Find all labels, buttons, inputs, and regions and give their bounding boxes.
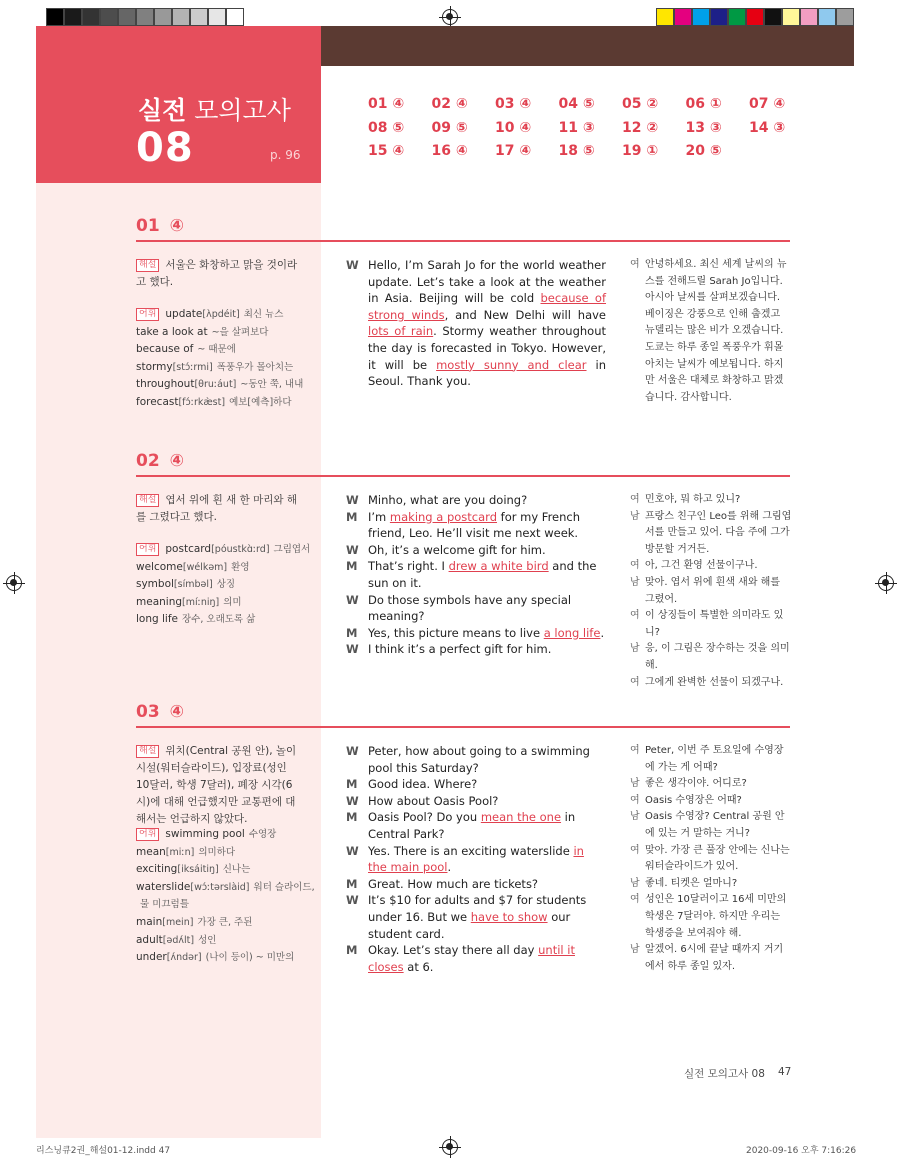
answer-key-item: 07 ④: [749, 96, 786, 112]
calibration-swatch: [208, 8, 226, 26]
speaker-label: M: [346, 943, 358, 958]
speaker-label: W: [346, 493, 359, 507]
dialog-line: W I think it’s a perfect gift for him.: [346, 642, 552, 657]
translation-line: 남 맞아. 엽서 위에 흰색 새와 해를 그렸어.: [630, 576, 780, 605]
translation-line: 여 이 상징들이 특별한 의미라도 있니?: [630, 610, 784, 638]
calibration-swatch: [728, 8, 746, 26]
translation-line: 여 성인은 10달러이고 16세 미만의 학생은 7달러야. 하지만 우리는 학생증을 보여줘야 해.: [630, 894, 787, 939]
vocab-item: mean[miːn] 의미하다: [136, 845, 236, 858]
speaker-label: W: [346, 258, 359, 272]
answer-key-item: 15 ④: [368, 143, 405, 159]
question-03-dialog: [346, 743, 606, 975]
question-02-heading: 02 ④: [136, 451, 185, 471]
page-number: 47: [778, 1066, 792, 1078]
speaker-label: W: [346, 592, 359, 607]
registration-mark-right: [878, 575, 894, 591]
vocab-item: main[mein] 가장 큰, 주된: [136, 915, 253, 928]
speaker-label: W: [346, 642, 359, 657]
translation-line: 여 Oasis 수영장은 어때?: [630, 794, 742, 806]
calibration-swatch: [118, 8, 136, 26]
question-01-divider: [136, 240, 790, 242]
question-02-translation: [630, 492, 792, 691]
answer-blank: lots of rain: [368, 324, 434, 339]
question-03-heading: 03 ④: [136, 702, 185, 722]
color-calibration-bar: [656, 8, 854, 26]
translation-line: 여 민호야, 뭐 하고 있니?: [630, 494, 741, 505]
vocab-item: waterslide[wɔ́ːtərslàid] 워터 슬라이드,: [136, 880, 315, 893]
calibration-swatch: [764, 8, 782, 26]
answer-blank: a long life: [543, 625, 601, 640]
answer-key-item: 18 ⑤: [558, 143, 595, 159]
dialog-line: W Do those symbols have any special meaning?: [346, 592, 572, 624]
speaker-label: W: [346, 542, 359, 557]
calibration-swatch: [46, 8, 64, 26]
calibration-swatch: [64, 8, 82, 26]
calibration-swatch: [172, 8, 190, 26]
registration-mark-left: [6, 575, 22, 591]
calibration-swatch: [190, 8, 208, 26]
vocab-tag: 어휘: [136, 543, 159, 556]
vocab-item: meaning[míːniŋ] 의미: [136, 595, 242, 608]
vocab-item: under[ʌ́ndər] (나이 등이) ~ 미만의: [136, 951, 295, 964]
question-01-heading: 01 ④: [136, 216, 185, 236]
calibration-swatch: [836, 8, 854, 26]
question-03-vocabulary: [136, 826, 315, 967]
calibration-swatch: [782, 8, 800, 26]
answer-blank: mostly sunny and clear: [436, 357, 587, 372]
vocab-item: adult[ədʌ́lt] 성인: [136, 933, 217, 946]
dialog-line: W Minho, what are you doing?: [346, 493, 528, 507]
answer-key-item: 01 ④: [368, 96, 405, 112]
translation-line: 남 Oasis 수영장? Central 공원 안에 있는 거 말하는 거니?: [630, 811, 785, 839]
translation-line: 여 Peter, 이번 주 토요일에 수영장에 가는 게 어때?: [630, 745, 784, 773]
speaker-label: M: [346, 810, 358, 825]
translation-line: 남 프랑스 친구인 Leo를 위해 그림엽서를 만들고 있어. 다음 주에 그가 방문할 거거든.: [630, 510, 792, 555]
answer-blank: have to show: [470, 909, 548, 924]
dialog-line: M Yes, this picture means to live a long life.: [346, 625, 605, 640]
vocab-item: 어휘 postcard[póustkɑ̀ːrd] 그림엽서: [136, 541, 306, 559]
registration-mark-bottom: [442, 1139, 458, 1155]
calibration-swatch: [656, 8, 674, 26]
registration-mark-top: [442, 9, 458, 25]
question-02-dialog: [346, 492, 606, 658]
answer-key-item: 16 ④: [431, 143, 468, 159]
answer-key-item: 12 ②: [622, 119, 659, 136]
page-reference: p. 96: [270, 148, 301, 162]
speaker-label: M: [346, 509, 358, 524]
dialog-line: M Okay. Let’s stay there all day until it closes at 6.: [346, 943, 575, 974]
answer-key-item: 11 ③: [558, 119, 595, 136]
speaker-label: M: [346, 876, 358, 891]
answer-blank: making a postcard: [389, 509, 497, 524]
answer-blank: mean the one: [480, 810, 562, 825]
answer-blank: drew a white bird: [448, 559, 549, 574]
question-03-divider: [136, 726, 790, 728]
vocab-item: throughout[θruːáut] ~동안 쭉, 내내: [136, 378, 304, 391]
test-number: 08: [136, 125, 194, 171]
translation-line: 남 응, 이 그림은 장수하는 것을 의미해.: [630, 643, 790, 671]
vocab-item: long life 장수, 오래도록 삶: [136, 613, 256, 626]
dialog-line: M Good idea. Where?: [346, 777, 478, 792]
translation-line: 여 맞아. 가장 큰 풀장 안에는 신나는 워터슬라이드가 있어.: [630, 844, 790, 873]
answer-key-item: 03 ④: [495, 96, 532, 112]
vocab-tag: 어휘: [136, 308, 159, 321]
test-title: 실전 모의고사: [138, 96, 291, 125]
translation-line: 여 아, 그건 환영 선물이구나.: [630, 560, 758, 572]
dialog-line: W How about Oasis Pool?: [346, 793, 499, 808]
answer-key-item: 19 ①: [622, 143, 659, 159]
calibration-swatch: [692, 8, 710, 26]
speaker-label: W: [346, 744, 359, 758]
dialog-line: W It’s $10 for adults and $7 for students under 16. But we have to show our student card.: [346, 893, 587, 941]
vocab-item: forecast[fɔ́ːrkæ̀st] 예보[예측]하다: [136, 395, 292, 408]
question-02-explanation: 해설 엽서 위에 흰 새 한 마리와 해를 그렸다고 했다.: [136, 494, 297, 523]
answer-key-item: 08 ⑤: [368, 119, 405, 136]
footer-section-title: 실전 모의고사 08: [684, 1068, 765, 1080]
calibration-swatch: [100, 8, 118, 26]
vocab-item: symbol[símbəl] 상징: [136, 578, 236, 591]
question-01-translation: [630, 257, 792, 406]
vocab-item: 물 미끄럼틀: [140, 899, 189, 911]
speaker-label: M: [346, 777, 358, 792]
vocab-item: 어휘 update[ʌ̀pdéit] 최신 뉴스: [136, 306, 306, 324]
dialog-line: M Oasis Pool? Do you mean the one in Central Park?: [346, 810, 576, 841]
vocab-item: take a look at ~을 살펴보다: [136, 325, 269, 338]
answer-key-item: 14 ③: [749, 119, 786, 136]
answer-key-item: 13 ③: [685, 119, 722, 136]
answer-key-item: 04 ⑤: [558, 96, 595, 112]
translation-line: 여 그에게 완벽한 선물이 되겠구나.: [630, 676, 784, 688]
vocab-item: 어휘 swimming pool 수영장: [136, 826, 306, 844]
speaker-label: W: [346, 843, 359, 858]
answer-key-item: 10 ④: [495, 119, 532, 136]
header-bar: [321, 26, 854, 66]
dialog-line: W Yes. There is an exciting waterslide in the main pool.: [346, 843, 584, 875]
question-01-explanation: 해설 서울은 화창하고 맑을 것이라고 했다.: [136, 259, 298, 288]
answer-blank: in the main pool: [368, 843, 584, 875]
calibration-swatch: [746, 8, 764, 26]
question-02-divider: [136, 475, 790, 477]
question-01-dialog: [346, 257, 606, 390]
calibration-swatch: [136, 8, 154, 26]
translation-line: 남 좋네. 티켓은 얼마니?: [630, 877, 738, 889]
speaker-label: W: [346, 893, 359, 908]
dialog-line: M I’m making a postcard for my French friend, Leo. He’ll visit me next week.: [346, 509, 581, 541]
vocab-tag: 어휘: [136, 828, 159, 841]
dialog-line: M That’s right. I drew a white bird and the sun on it.: [346, 559, 597, 590]
dialog-line: W Hello, I’m Sarah Jo for the world weather update. Let’s take a look at the weather in Asia. Beijing will be cold because of strong winds, and New Delhi will have lots of rain. Stormy weather throughout the day is forecasted in Tokyo. However, it will be mostly sunny and clear in Seoul. Thank you.: [346, 258, 607, 389]
vocab-item: because of ~ 때문에: [136, 343, 236, 356]
calibration-swatch: [674, 8, 692, 26]
vocab-item: exciting[iksáitiŋ] 신나는: [136, 863, 251, 876]
speaker-label: M: [346, 625, 358, 640]
dialog-line: W Oh, it’s a welcome gift for him.: [346, 542, 546, 557]
translation-line: 남 좋은 생각이야. 어디로?: [630, 778, 747, 790]
question-03-translation: [630, 743, 792, 975]
print-slug-date: 2020-09-16 오후 7:16:26: [746, 1146, 857, 1156]
answer-key-item: 05 ②: [622, 96, 659, 112]
vocab-item: welcome[wélkəm] 환영: [136, 560, 250, 573]
calibration-swatch: [800, 8, 818, 26]
answer-key-item: 06 ①: [685, 96, 722, 112]
calibration-swatch: [710, 8, 728, 26]
dialog-line: M Great. How much are tickets?: [346, 876, 539, 891]
calibration-swatch: [154, 8, 172, 26]
answer-key-item: 17 ④: [495, 143, 532, 159]
calibration-swatch: [82, 8, 100, 26]
translation-line: 여 안녕하세요. 최신 세계 날씨의 뉴스를 전해드릴 Sarah Jo입니다. 아시아 날씨를 살펴보겠습니다. 베이징은 강풍으로 인해 춥겠고 뉴델리는 많은 비가 오겠습니다. 도쿄는 하루 종일 폭풍우가 휘몰아치는 날씨가 예보됩니다. 하지만 서울은 대체로 화창하고 맑겠습니다. 감사합니다.: [630, 259, 787, 403]
calibration-swatch: [818, 8, 836, 26]
calibration-swatch: [226, 8, 244, 26]
answer-blank: because of strong winds: [368, 291, 607, 322]
question-02-vocabulary: [136, 541, 311, 629]
vocab-item: stormy[stɔ́ːrmi] 폭풍우가 몰아치는: [136, 360, 294, 373]
speaker-label: W: [346, 793, 359, 808]
print-slug-file: 리스닝큐2권_해설01-12.indd 47: [36, 1146, 171, 1156]
answer-key-item: 02 ④: [431, 96, 468, 112]
speaker-label: M: [346, 559, 358, 574]
answer-blank: until it closes: [368, 943, 575, 974]
question-03-explanation: 해설 위치(Central 공원 안), 놀이 시설(워터슬라이드), 입장료(성인 10달러, 학생 7달러), 폐장 시각(6시)에 대해 언급했지만 교통편에 대해서는 언급하지 않았다.: [136, 745, 297, 825]
dialog-line: W Peter, how about going to a swimming pool this Saturday?: [346, 744, 590, 775]
translation-line: 남 알겠어. 6시에 끝날 때까지 거기에서 하루 종일 있자.: [630, 944, 784, 972]
answer-key-item: 20 ⑤: [685, 143, 722, 159]
gray-calibration-bar: [46, 8, 244, 26]
answer-key-item: 09 ⑤: [431, 119, 468, 136]
question-01-vocabulary: [136, 306, 306, 412]
